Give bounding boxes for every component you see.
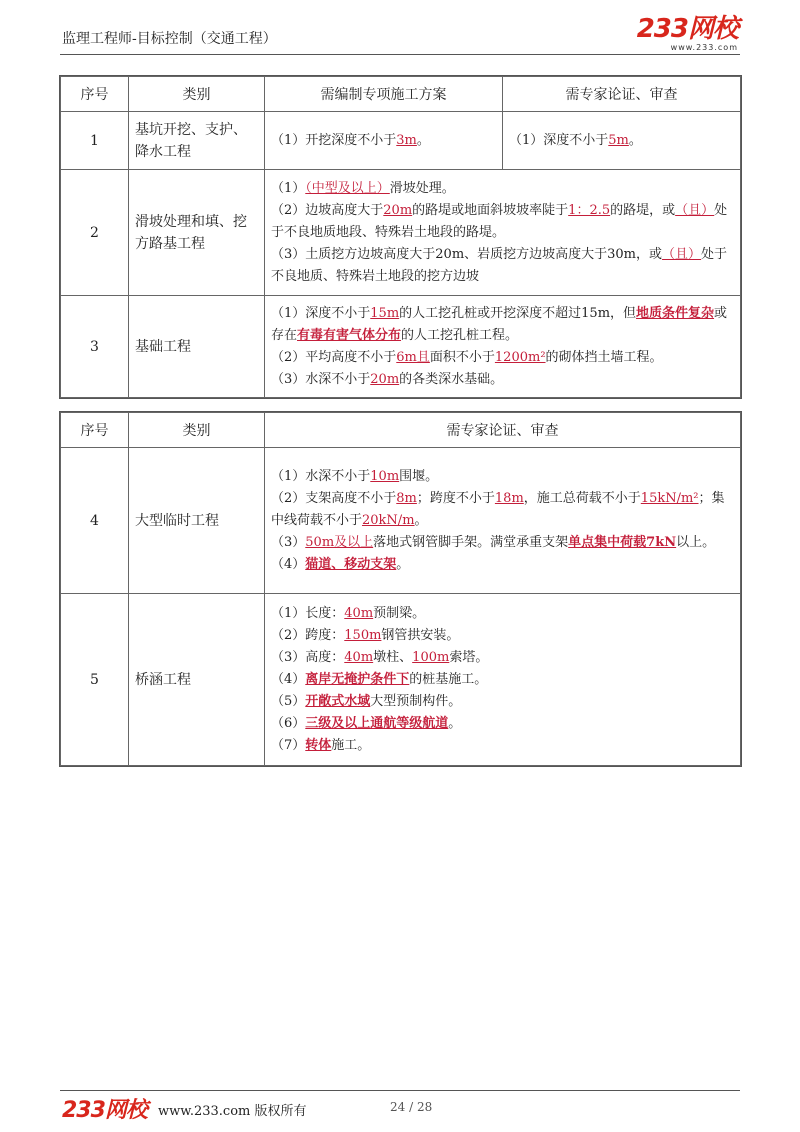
brand-logo [637, 16, 738, 52]
text-segment: 。 [628, 132, 642, 148]
text-segment: （1）水深不小于 [271, 468, 371, 484]
text-segment: 的路堤或地面斜坡坡率陡于 [412, 202, 569, 218]
column-header-expert-review: 需专家论证、审查 [503, 77, 741, 112]
content-line [271, 625, 734, 647]
column-header-number: 序号 [61, 77, 129, 112]
text-segment: （2）跨度： [271, 627, 345, 643]
highlighted-term: 18m [494, 490, 524, 506]
text-segment: 钢管拱安装。 [381, 627, 460, 643]
highlighted-term: 8m [396, 490, 417, 506]
text-segment: （7） [271, 737, 306, 753]
header-divider [60, 54, 740, 55]
highlighted-term: 20kN/m [362, 512, 415, 528]
page-number: 24 / 28 [390, 1100, 433, 1114]
content-line [271, 691, 734, 713]
highlighted-key-term: 开敞式水域 [305, 693, 371, 709]
table-row [61, 112, 741, 170]
highlighted-term: 1200m² [494, 349, 546, 365]
text-segment: （4） [271, 556, 306, 572]
content-line [271, 532, 734, 554]
text-segment: （5） [271, 693, 306, 709]
highlighted-term: 1：2.5 [568, 202, 611, 218]
column-header-number: 序号 [61, 413, 129, 448]
expert-review-table [60, 412, 741, 766]
text-segment: 的路堤，或 [610, 202, 676, 218]
text-segment: 墩柱、 [373, 649, 413, 665]
row-number: 4 [61, 448, 129, 594]
content-line [509, 130, 734, 152]
row-category: 桥涵工程 [129, 594, 265, 766]
expert-review-cell [265, 594, 741, 766]
content-line [271, 669, 734, 691]
row-number: 1 [61, 112, 129, 170]
text-segment: （4） [271, 671, 306, 687]
highlighted-term: 15m [370, 305, 400, 321]
text-segment: 的人工挖孔桩工程。 [401, 327, 519, 343]
highlighted-term: 50m及以上 [305, 534, 374, 550]
highlighted-term: 5m [608, 132, 629, 148]
content-line [271, 178, 734, 200]
content-line [271, 554, 734, 576]
text-segment: 的各类深水基础。 [399, 371, 504, 387]
text-segment: 的人工挖孔桩或开挖深度不超过15m，但 [399, 305, 637, 321]
row-number: 3 [61, 296, 129, 398]
table-header-row [61, 77, 741, 112]
text-segment: ；跨度不小于 [416, 490, 495, 506]
content-line [271, 347, 734, 369]
column-header-special-plan: 需编制专项施工方案 [265, 77, 503, 112]
highlighted-term: 15kN/m² [640, 490, 699, 506]
highlighted-key-term: 单点集中荷载7kN [568, 534, 677, 550]
text-segment: 处于不良地质地段、特殊岩土地段的路堤。 [271, 202, 728, 240]
highlighted-term: （且） [675, 202, 715, 218]
highlighted-term: 40m [344, 605, 374, 621]
table-row [61, 296, 741, 398]
row-category: 基础工程 [129, 296, 265, 398]
table-row [61, 170, 741, 296]
footer-logo: 233网校 [62, 1098, 147, 1123]
content-line [271, 713, 734, 735]
text-segment: （1）开挖深度不小于 [271, 132, 397, 148]
highlighted-term: 20m [370, 371, 400, 387]
highlighted-term: 6m且 [396, 349, 430, 365]
highlighted-key-term: 有毒有害气体分布 [297, 327, 402, 343]
highlighted-term: （且） [662, 246, 702, 262]
content-line [271, 369, 734, 391]
highlighted-term: （中型及以上） [305, 180, 390, 196]
special-plan-table [60, 76, 741, 398]
footer-divider [60, 1090, 740, 1091]
special-plan-cell [265, 170, 741, 296]
row-category: 基坑开挖、支护、降水工程 [129, 112, 265, 170]
text-segment: （1）深度不小于 [509, 132, 609, 148]
highlighted-key-term: 猫道、移动支架 [305, 556, 397, 572]
text-segment: ，施工总荷载不小于 [523, 490, 641, 506]
text-segment: 围堰。 [399, 468, 439, 484]
text-segment: （1）深度不小于 [271, 305, 371, 321]
text-segment: （1）长度： [271, 605, 345, 621]
highlighted-term: 3m [396, 132, 417, 148]
highlighted-key-term: 地质条件复杂 [636, 305, 715, 321]
text-segment: （6） [271, 715, 306, 731]
row-number: 5 [61, 594, 129, 766]
highlighted-term: 100m [412, 649, 450, 665]
text-segment: 处于不良地质、特殊岩土地段的挖方边坡 [271, 246, 728, 284]
content-line [271, 200, 734, 244]
content-line [271, 130, 496, 152]
text-segment: 落地式钢管脚手架。满堂承重支架 [373, 534, 569, 550]
content-line [271, 244, 734, 288]
text-segment: 的桩基施工。 [409, 671, 488, 687]
text-segment: 。 [448, 715, 462, 731]
text-segment: （2）边坡高度大于 [271, 202, 384, 218]
text-segment: 的砌体挡土墙工程。 [545, 349, 663, 365]
row-number: 2 [61, 170, 129, 296]
text-segment: （3）土质挖方边坡高度大于20m、岩质挖方边坡高度大于30m，或 [271, 246, 663, 262]
logo-url: www.233.com [670, 43, 738, 52]
special-plan-cell [265, 296, 741, 398]
highlighted-term: 150m [344, 627, 382, 643]
content-line [271, 488, 734, 532]
text-segment: 索塔。 [449, 649, 489, 665]
highlighted-term: 40m [344, 649, 374, 665]
text-segment: （3） [271, 534, 306, 550]
document-header-title: 监理工程师-目标控制（交通工程） [62, 31, 277, 47]
content-line [271, 603, 734, 625]
content-line [271, 647, 734, 669]
content-line [271, 466, 734, 488]
row-category: 滑坡处理和填、挖方路基工程 [129, 170, 265, 296]
content-line [271, 303, 734, 347]
text-segment: 或存在 [271, 305, 728, 343]
highlighted-key-term: 离岸无掩护条件下 [305, 671, 410, 687]
column-header-expert-review: 需专家论证、审查 [265, 413, 741, 448]
text-segment: 以上。 [676, 534, 716, 550]
content-line [271, 735, 734, 757]
text-segment: 。 [416, 132, 430, 148]
table-row [61, 594, 741, 766]
column-header-category: 类别 [129, 77, 265, 112]
table-row [61, 448, 741, 594]
text-segment: （3）水深不小于 [271, 371, 371, 387]
text-segment: 预制梁。 [373, 605, 426, 621]
highlighted-term: 10m [370, 468, 400, 484]
logo-text: 233网校 [636, 14, 738, 44]
special-plan-cell [265, 112, 503, 170]
expert-review-cell [265, 448, 741, 594]
highlighted-key-term: 转体 [305, 737, 332, 753]
highlighted-term: 20m [383, 202, 413, 218]
text-segment: （3）高度： [271, 649, 345, 665]
text-segment: （2）支架高度不小于 [271, 490, 397, 506]
row-category: 大型临时工程 [129, 448, 265, 594]
text-segment: 面积不小于 [429, 349, 495, 365]
text-segment: 施工。 [331, 737, 371, 753]
text-segment: 。 [414, 512, 428, 528]
text-segment: （1） [271, 180, 306, 196]
text-segment: （2）平均高度不小于 [271, 349, 397, 365]
text-segment: 。 [396, 556, 410, 572]
column-header-category: 类别 [129, 413, 265, 448]
table-header-row [61, 413, 741, 448]
highlighted-key-term: 三级及以上通航等级航道 [305, 715, 449, 731]
text-segment: 滑坡处理。 [389, 180, 455, 196]
expert-review-cell [503, 112, 741, 170]
text-segment: ；集中线荷载不小于 [271, 490, 725, 528]
text-segment: 大型预制构件。 [370, 693, 462, 709]
footer-copyright: www.233.com 版权所有 [158, 1104, 307, 1119]
